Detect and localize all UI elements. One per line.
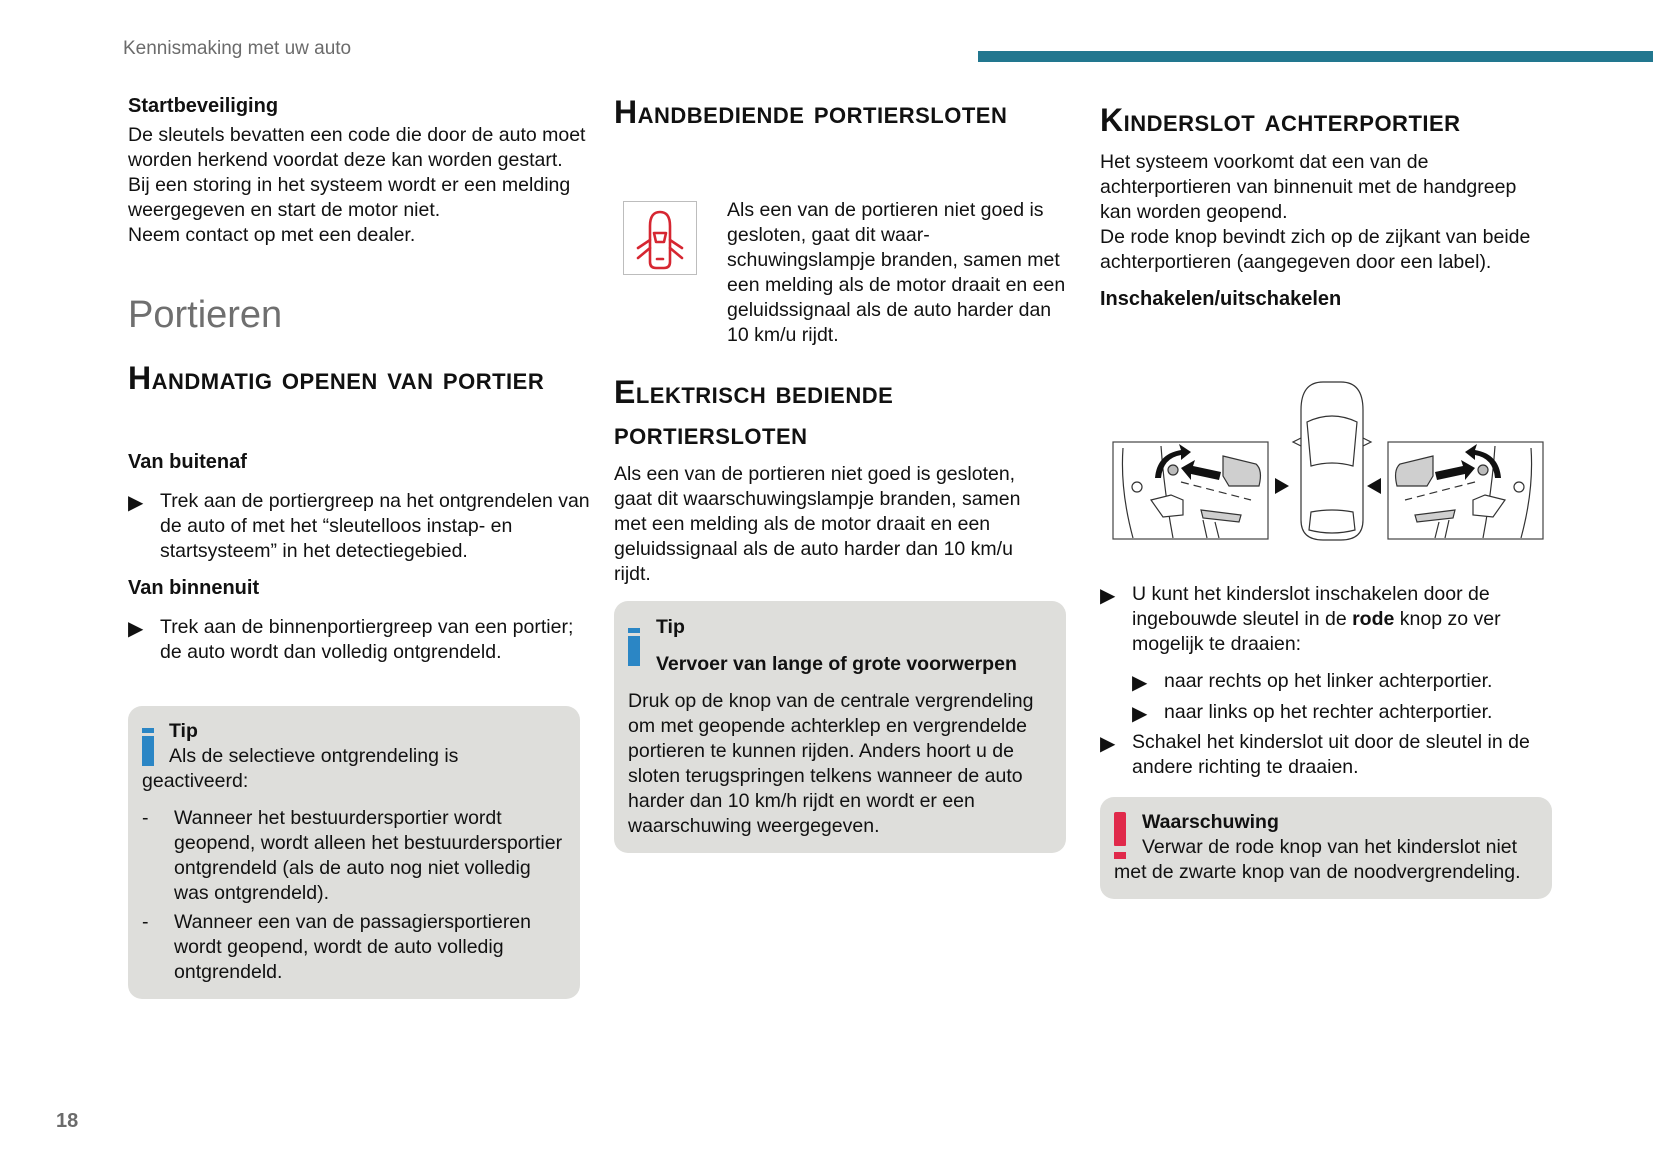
outside-bullet: ▶ Trek aan de portiergreep na het ontgrendelen van de auto of met het “sleutelloos instap- en startsysteem” in het detectiegebied.: [128, 490, 590, 562]
tip-text: Druk op de knop van de centrale vergrendeling om met geopende achterklep en vergrendelde portieren te kunnen rijden. Anders hoort u de sloten terugspringen telkens wanneer de auto harder dan 10 km/h rijdt en wordt er een waarschuwing weergegeven.: [628, 690, 1034, 837]
elektrisch-text: Als een van de portieren niet goed is gesloten, gaat dit waarschuwingslampje branden, samen met een melding als de motor draait en een geluidssignaal als de auto harder dan 10 km/u rijdt.: [614, 463, 1021, 585]
door-open-warning-icon: [624, 202, 696, 274]
page-number: 18: [56, 1110, 79, 1132]
startbeveiliging-heading: Startbeveiliging: [128, 95, 279, 117]
kinderslot-intro-1: Het systeem voorkomt dat een van de achterportieren van binnenuit met de handgreep kan worden geopend.: [1100, 151, 1517, 223]
sub-bullet-left-door: ▶ naar rechts op het linker achterportier.: [1132, 670, 1493, 694]
inside-heading: Van binnenuit: [128, 577, 260, 599]
warning-text: Verwar de rode knop van het kinderslot niet met de zwarte knop van de noodvergrendeling.: [1114, 836, 1521, 883]
outside-heading: Van buitenaf: [128, 451, 247, 473]
sub-bullet-right-door: ▶ naar links op het rechter achterportier.: [1132, 701, 1493, 725]
warning-title: Waarschuwing: [1142, 811, 1279, 833]
section-title-handbediende: Handbediende portiersloten: [614, 94, 1008, 130]
inschakelen-heading: Inschakelen/uitschakelen: [1100, 288, 1342, 310]
bullet-triangle-icon: ▶: [128, 618, 144, 640]
chapter-title: Portieren: [128, 294, 283, 336]
tip-list-item: - Wanneer het bestuurdersportier wordt geopend, wordt alleen het bestuurdersportier ontgrendeld (als de auto nog niet volledig was ontgrendeld).: [142, 807, 563, 904]
tip-subtitle: Vervoer van lange of grote voorwerpen: [656, 653, 1017, 675]
header-accent-bar: [978, 51, 1653, 62]
tip-title: Tip: [169, 720, 198, 742]
section-title-kinderslot: Kinderslot achterportier: [1100, 102, 1461, 138]
bullet-triangle-icon: ▶: [128, 492, 144, 514]
startbeveiliging-text-2: Bij een storing in het systeem wordt er een melding weergegeven en start de motor niet.: [128, 174, 571, 221]
warning-box: [1100, 797, 1552, 899]
bullet-triangle-icon: ▶: [1100, 585, 1116, 607]
disable-bullet: ▶ Schakel het kinderslot uit door de sleutel in de andere richting te draaien.: [1100, 731, 1530, 778]
tip-box-long-objects: [614, 601, 1066, 853]
tip-intro: Als de selectieve ontgrendeling is geactiveerd:: [142, 745, 459, 792]
handbediende-text: Als een van de portieren niet goed is gesloten, gaat dit waar-schuwingslampje branden, samen met een melding als de motor draait en een geluidssignaal als de auto harder dan 10 km/u rijdt.: [727, 199, 1066, 346]
tip-box-selective-unlock: [128, 706, 580, 999]
bullet-triangle-icon: ▶: [1132, 672, 1148, 694]
startbeveiliging-text-3: Neem contact op met een dealer.: [128, 224, 416, 246]
child-lock-illustration: [1111, 380, 1545, 545]
bullet-triangle-icon: ▶: [1100, 733, 1116, 755]
section-title-elektrisch: Elektrisch bediende portiersloten: [614, 374, 894, 451]
running-header: Kennismaking met uw auto: [123, 38, 352, 59]
tip-title: Tip: [656, 616, 685, 638]
startbeveiliging-text-1: De sleutels bevatten een code die door de auto moet worden herkend voordat deze kan worden gestart.: [128, 124, 586, 171]
kinderslot-intro-2: De rode knop bevindt zich op de zijkant van beide achterportieren (aangegeven door een label).: [1100, 226, 1531, 273]
tip-list-item: - Wanneer een van de passagiersportieren wordt geopend, wordt de auto volledig ontgrendeld.: [142, 911, 531, 983]
bullet-triangle-icon: ▶: [1132, 703, 1148, 725]
door-open-warning-icon: [623, 201, 697, 275]
section-title-handmatig: Handmatig openen van portier: [128, 360, 545, 396]
inside-bullet: ▶ Trek aan de binnenportiergreep van een portier; de auto wordt dan volledig ontgrendeld.: [128, 616, 574, 663]
warning-exclamation-icon: [1114, 812, 1126, 860]
enable-bullet: ▶ U kunt het kinderslot inschakelen door de ingebouwde sleutel in de rode knop zo ver mogelijk te draaien:: [1100, 583, 1501, 655]
